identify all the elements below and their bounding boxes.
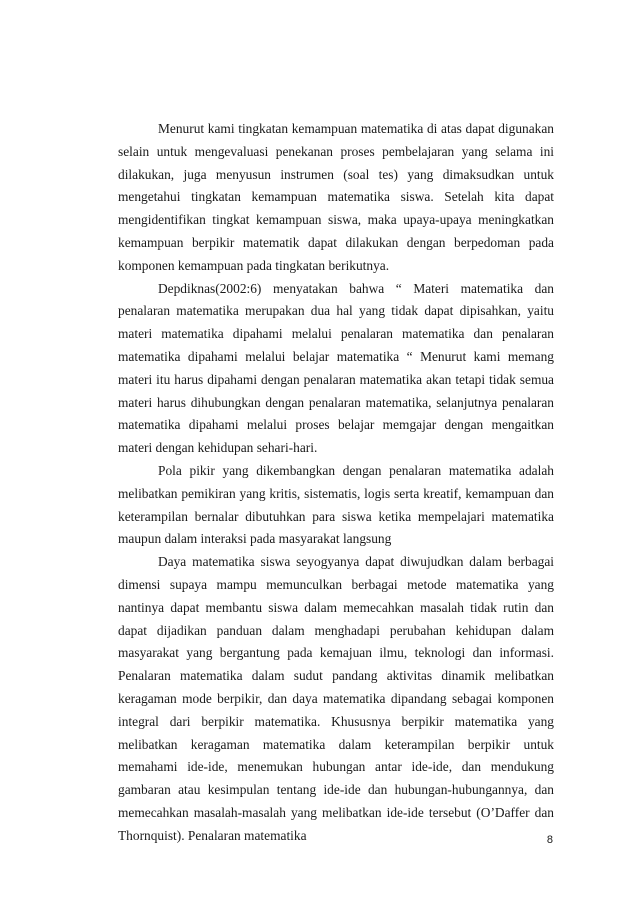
paragraph-4: Daya matematika siswa seyogyanya dapat diwujudkan dalam berbagai dimensi supaya mampu memunculkan berbagai metode matematika yang nantinya dapat membantu siswa dalam memecahkan masalah tidak rutin dan dapat dijadikan panduan dalam menghadapi perubahan kehidupan dalam masyarakat yang bergantung pada kemajuan ilmu, teknologi dan informasi. Penalaran matematika dalam sudut pandang aktivitas dinamik melibatkan keragaman mode berpikir, dan daya matematika dipandang sebagai komponen integral dari berpikir matematika. Khususnya berpikir matematika yang melibatkan keragaman matematika dalam keterampilan berpikir untuk memahami ide-ide, menemukan hubungan antar ide-ide, dan mendukung gambaran atau kesimpulan tentang ide-ide dan hubungan-hubungannya, dan memecahkan masalah-masalah yang melibatkan ide-ide tersebut (O’Daffer dan Thornquist). Penalaran matematika (118, 554, 554, 843)
paragraph-3: Pola pikir yang dikembangkan dengan penalaran matematika adalah melibatkan pemikiran yang kritis, sistematis, logis serta kreatif, kemampuan dan keterampilan bernalar dibutuhkan para siswa ketika mempelajari matematika maupun dalam interaksi pada masyarakat langsung (118, 462, 554, 547)
body-text (118, 118, 554, 848)
page-number: 8 (546, 834, 553, 846)
paragraph-2: Depdiknas(2002:6) menyatakan bahwa “ Materi matematika dan penalaran matematika merupakan dua hal yang tidak dapat dipisahkan, yaitu materi matematika dipahami melalui penalaran matematika dan penalaran matematika dipahami melalui belajar matematika “ Menurut kami memang materi itu harus dipahami dengan penalaran matematika akan tetapi tidak semua materi harus dihubungkan dengan penalaran matematika, selanjutnya penalaran matematika dipahami melalui proses belajar memgajar dengan mengaitkan materi dengan kehidupan sehari-hari. (118, 280, 554, 456)
paragraph-1: Menurut kami tingkatan kemampuan matematika di atas dapat digunakan selain untuk mengevaluasi penekanan proses pembelajaran yang selama ini dilakukan, juga menyusun instrumen (soal tes) yang dimaksudkan untuk mengetahui tingkatan kemampuan matematika siswa. Setelah kita dapat mengidentifikan tingkat kemampuan siswa, maka upaya-upaya meningkatkan kemampuan berpikir matematik dapat dilakukan dengan berpedoman pada komponen kemampuan pada tingkatan berikutnya. (118, 121, 554, 273)
